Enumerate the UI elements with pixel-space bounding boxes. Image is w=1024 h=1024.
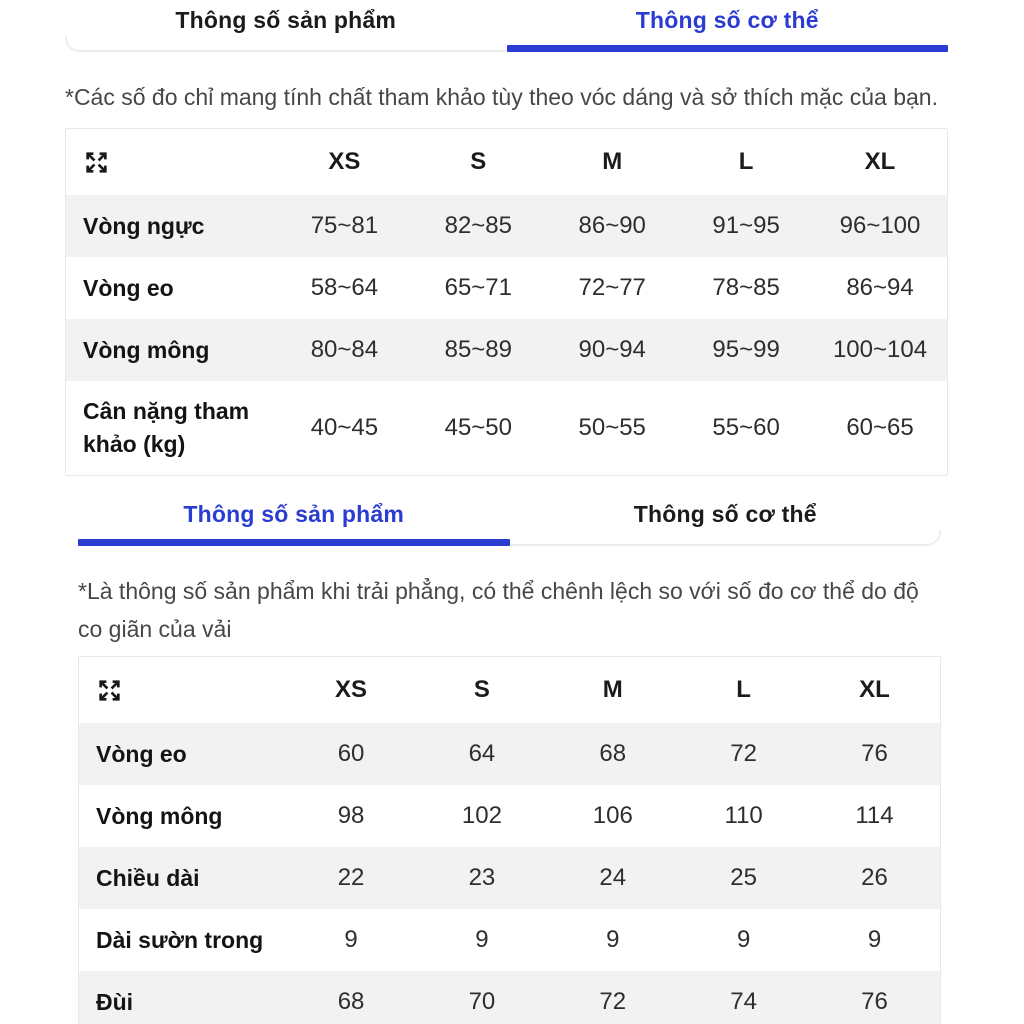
- cell-value: 65~71: [444, 274, 512, 301]
- cell-value: 68: [599, 740, 627, 767]
- size-header: XL: [859, 676, 890, 703]
- tab-product-specs[interactable]: [65, 0, 507, 52]
- body-size-table: [65, 128, 948, 476]
- cell-value: 85~89: [444, 336, 512, 363]
- cell-value: 23: [468, 864, 496, 891]
- cell-value: 76: [861, 988, 888, 1015]
- size-header: XL: [864, 148, 896, 175]
- cell-value: 72: [730, 740, 757, 767]
- row-label: Vòng eo: [83, 274, 174, 301]
- row-label: Dài sườn trong: [96, 926, 264, 953]
- cell-value: 22: [337, 864, 365, 891]
- cell-value: 64: [468, 740, 496, 767]
- cell-value: 60~65: [846, 414, 914, 441]
- size-header: XS: [328, 148, 361, 175]
- cell-value: 40~45: [310, 414, 379, 441]
- cell-value: 9: [344, 926, 358, 953]
- tab-body-specs[interactable]: [507, 0, 949, 52]
- cell-value: 9: [606, 926, 620, 953]
- table-row: [79, 909, 940, 971]
- tab-label: Thông số sản phẩm: [175, 7, 397, 33]
- cell-value: 9: [475, 926, 489, 953]
- cell-value: 9: [867, 926, 882, 953]
- row-label: Vòng mông: [83, 336, 210, 363]
- cell-value: 70: [468, 988, 496, 1015]
- row-label: Đùi: [96, 988, 134, 1015]
- tab-product-specs[interactable]: [78, 494, 510, 546]
- size-header: L: [736, 676, 751, 703]
- expand-icon[interactable]: [96, 677, 123, 704]
- row-label: Vòng mông: [96, 802, 223, 829]
- tab-label: Thông số sản phẩm: [183, 501, 405, 527]
- active-tab-underline: [78, 539, 510, 546]
- cell-value: 24: [599, 864, 627, 891]
- table-row: [66, 319, 947, 381]
- tab-bar-body-section: [65, 0, 948, 52]
- table-header-row: [79, 657, 940, 723]
- cell-value: 72: [599, 988, 627, 1015]
- tab-label: Thông số cơ thể: [633, 501, 817, 527]
- size-header: L: [738, 148, 754, 175]
- cell-value: 60: [337, 740, 365, 767]
- cell-value: 58~64: [310, 274, 379, 301]
- cell-value: 25: [730, 864, 757, 891]
- cell-value: 75~81: [310, 212, 379, 239]
- table-row: [66, 381, 947, 475]
- tab-body-specs[interactable]: [510, 494, 942, 546]
- cell-value: 74: [730, 988, 757, 1015]
- cell-value: 72~77: [578, 274, 646, 301]
- table-row: [79, 723, 940, 785]
- cell-value: 96~100: [839, 212, 921, 239]
- table-row: [66, 195, 947, 257]
- size-note: *Là thông số sản phẩm khi trải phẳng, có thể chênh lệch so với số đo cơ thể do độ co giãn của vải: [78, 578, 919, 642]
- cell-value: 98: [337, 802, 365, 829]
- row-label: Chiều dài: [96, 864, 200, 891]
- cell-value: 26: [861, 864, 888, 891]
- row-label: Vòng eo: [96, 740, 187, 767]
- cell-value: 55~60: [712, 414, 780, 441]
- cell-value: 95~99: [712, 336, 780, 363]
- cell-value: 9: [736, 926, 751, 953]
- table-row: [66, 257, 947, 319]
- table-header-row: [66, 129, 947, 195]
- tab-bar-product-section: [78, 494, 941, 546]
- cell-value: 100~104: [832, 336, 928, 363]
- cell-value: 80~84: [310, 336, 379, 363]
- table-row: [79, 971, 940, 1024]
- size-header: M: [602, 148, 623, 175]
- cell-value: 68: [337, 988, 365, 1015]
- table-row: [79, 847, 940, 909]
- cell-value: 78~85: [712, 274, 780, 301]
- tab-label: Thông số cơ thể: [635, 7, 819, 33]
- cell-value: 82~85: [444, 212, 512, 239]
- row-label: Vòng ngực: [83, 212, 205, 239]
- cell-value: 76: [861, 740, 888, 767]
- table-row: [79, 785, 940, 847]
- size-note: *Các số đo chỉ mang tính chất tham khảo tùy theo vóc dáng và sở thích mặc của bạn.: [65, 84, 938, 110]
- cell-value: 86~90: [578, 212, 646, 239]
- cell-value: 114: [855, 802, 894, 829]
- size-header: S: [473, 676, 490, 703]
- active-tab-underline: [507, 45, 949, 52]
- size-header: XS: [335, 676, 368, 703]
- cell-value: 50~55: [578, 414, 646, 441]
- product-size-table: [78, 656, 941, 1024]
- expand-icon[interactable]: [83, 149, 110, 176]
- cell-value: 91~95: [712, 212, 780, 239]
- product-measurements-section: [78, 494, 941, 1024]
- row-label: Cân nặng tham khảo (kg): [83, 398, 250, 457]
- cell-value: 86~94: [846, 274, 914, 301]
- size-header: M: [602, 676, 623, 703]
- body-measurements-section: [65, 0, 948, 476]
- cell-value: 45~50: [444, 414, 512, 441]
- cell-value: 90~94: [578, 336, 646, 363]
- cell-value: 106: [592, 802, 633, 829]
- cell-value: 102: [461, 802, 502, 829]
- size-header: S: [470, 148, 487, 175]
- cell-value: 110: [724, 802, 763, 829]
